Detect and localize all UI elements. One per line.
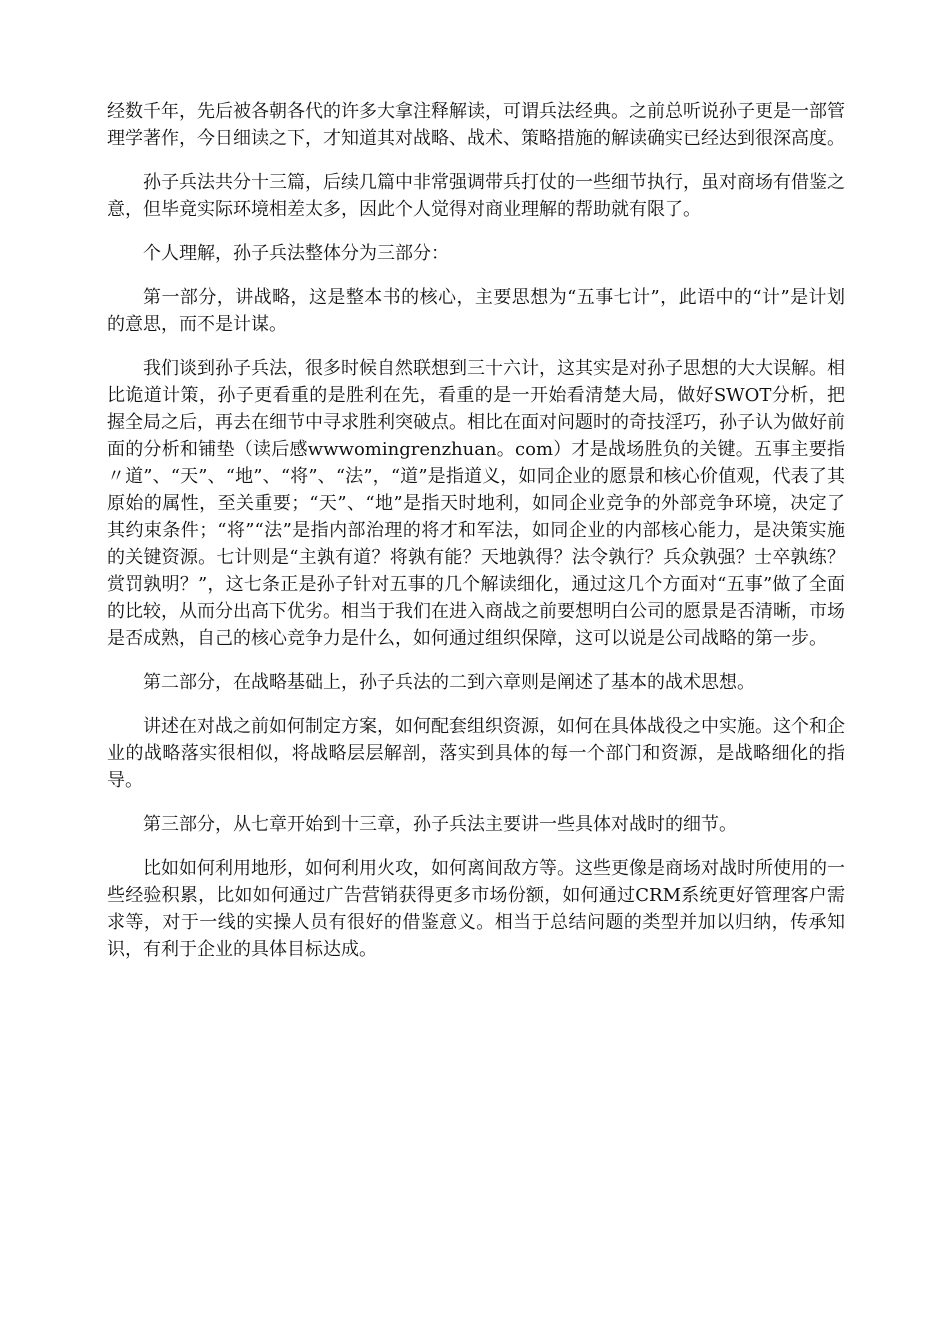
paragraph-6: 第二部分，在战略基础上，孙子兵法的二到六章则是阐述了基本的战术思想。: [143, 672, 755, 693]
paragraph-2: 孙子兵法共分十三篇，后续几篇中非常强调带兵打仗的一些细节执行，虽对商场有借鉴之意，但毕竟实际环境相差太多，因此个人觉得对商业理解的帮助就有限了。: [107, 172, 845, 220]
paragraph-1: 经数千年，先后被各朝各代的许多大拿注释解读，可谓兵法经典。之前总听说孙子更是一部管理学著作，今日细读之下，才知道其对战略、战术、策略措施的解读确实已经达到很深高度。: [107, 101, 845, 149]
paragraph-5: 我们谈到孙子兵法，很多时候自然联想到三十六计，这其实是对孙子思想的大大误解。相比诡道计策，孙子更看重的是胜利在先，看重的是一开始看清楚大局，做好SWOT分析，把握全局之后，再去在细节中寻求胜利突破点。相比在面对问题时的奇技淫巧，孙子认为做好前面的分析和铺垫（读后感wwwomingrenzhuan。com）才是战场胜负的关键。五事主要指〃道”、“天”、“地”、“将”、“法”，“道”是指道义，如同企业的愿景和核心价值观，代表了其原始的属性，至关重要；“天”、“地”是指天时地利，如同企业竞争的外部竞争环境，决定了其约束条件；“将”“法”是指内部治理的将才和军法，如同企业的内部核心能力，是决策实施的关键资源。七计则是“主孰有道？将孰有能？天地孰得？法令孰行？兵众孰强？士卒孰练？赏罚孰明？”，这七条正是孙子针对五事的几个解读细化，通过这几个方面对“五事”做了全面的比较，从而分出高下优劣。相当于我们在进入商战之前要想明白公司的愿景是否清晰，市场是否成熟，自己的核心竞争力是什么，如何通过组织保障，这可以说是公司战略的第一步。: [107, 358, 845, 649]
paragraph-4: 第一部分，讲战略，这是整本书的核心，主要思想为“五事七计”，此语中的“计”是计划的意思，而不是计谋。: [107, 287, 845, 335]
paragraph-7: 讲述在对战之前如何制定方案，如何配套组织资源，如何在具体战役之中实施。这个和企业的战略落实很相似，将战略层层解剖，落实到具体的每一个部门和资源，是战略细化的指导。: [107, 716, 845, 791]
paragraph-8: 第三部分，从七章开始到十三章，孙子兵法主要讲一些具体对战时的细节。: [143, 814, 737, 835]
document-body: [107, 98, 845, 980]
paragraph-3: 个人理解，孙子兵法整体分为三部分：: [143, 243, 449, 264]
paragraph-9: 比如如何利用地形，如何利用火攻，如何离间敌方等。这些更像是商场对战时所使用的一些经验积累，比如如何通过广告营销获得更多市场份额，如何通过CRM系统更好管理客户需求等，对于一线的实操人员有很好的借鉴意义。相当于总结问题的类型并加以归纳，传承知识，有利于企业的具体目标达成。: [107, 858, 845, 960]
